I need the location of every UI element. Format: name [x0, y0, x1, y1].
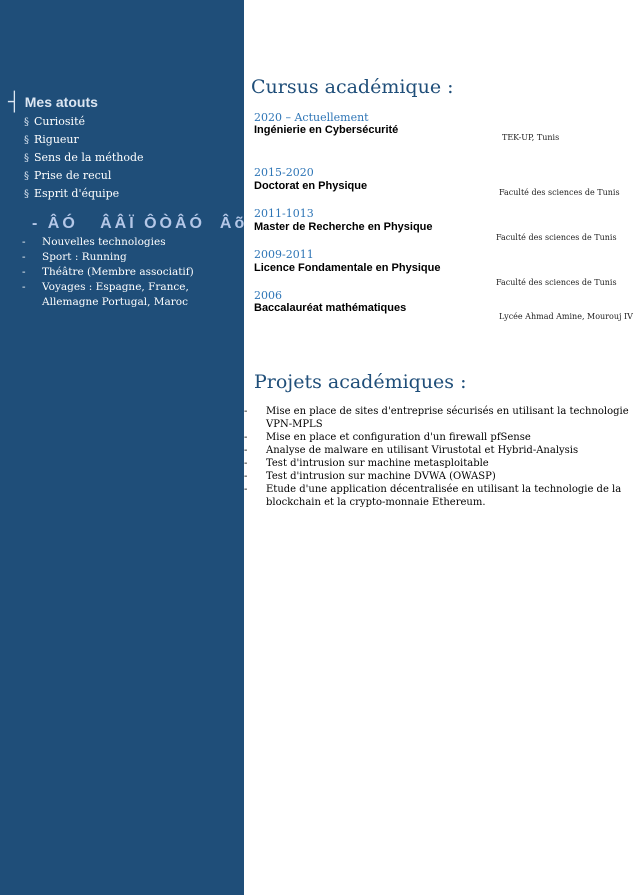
- entry-institution: Faculté des sciences de Tunis: [499, 188, 620, 197]
- list-item: [22, 250, 240, 265]
- list-item: [24, 149, 144, 167]
- atout-label: Sens de la méthode: [34, 151, 144, 164]
- list-item: [22, 265, 240, 280]
- entry-year: 2020 – Actuellement: [254, 111, 369, 124]
- atout-label: Curiosité: [34, 115, 85, 128]
- cursus-title: Cursus académique :: [251, 76, 454, 98]
- entry-year: 2009-2011: [254, 248, 314, 261]
- entry-degree: Baccalauréat mathématiques: [254, 302, 407, 314]
- entry-degree: Master de Recherche en Physique: [254, 221, 433, 233]
- bullet-icon: §: [24, 117, 29, 128]
- dash-bullet: -: [244, 471, 248, 482]
- list-item: [244, 431, 629, 444]
- atouts-title: Mes atouts: [24, 94, 98, 110]
- bullet-icon: §: [24, 171, 29, 182]
- list-item: [24, 185, 144, 203]
- dash-bullet: -: [22, 281, 26, 293]
- interest-label: Nouvelles technologies: [42, 236, 166, 248]
- list-item: [244, 483, 629, 509]
- interests-list: [22, 235, 240, 310]
- project-label: Analyse de malware en utilisant Virustotal et Hybrid-Analysis: [266, 445, 579, 456]
- projects-list: [244, 405, 629, 509]
- interest-label: Voyages : Espagne, France, Allemagne Portugal, Maroc: [42, 281, 189, 308]
- bullet-icon: §: [24, 189, 29, 200]
- dash-bullet: -: [244, 458, 248, 469]
- dash-bullet: -: [22, 236, 26, 248]
- list-item: [22, 235, 240, 250]
- atout-label: Esprit d'équipe: [34, 187, 120, 200]
- list-item: [24, 131, 144, 149]
- entry-year: 2015-2020: [254, 166, 314, 179]
- interests-heading: - ÂÓ ÂÂÏ ÔÒÂÓ Âõ: [32, 215, 248, 232]
- dash-bullet: -: [244, 445, 248, 456]
- list-item: [24, 167, 144, 185]
- project-label: Etude d'une application décentralisée en utilisant la technologie de la blockchain et la crypto-monnaie Ethereum.: [266, 484, 622, 508]
- project-label: Test d'intrusion sur machine metasploitable: [266, 458, 489, 469]
- bullet-icon: §: [24, 135, 29, 146]
- list-item: [244, 457, 629, 470]
- list-item: [244, 444, 629, 457]
- dash-bullet: -: [244, 484, 248, 495]
- atouts-list: [24, 113, 144, 203]
- atout-label: Prise de recul: [34, 169, 112, 182]
- bullet-icon: §: [24, 153, 29, 164]
- list-item: [22, 280, 240, 310]
- atouts-heading: [8, 91, 98, 112]
- entry-year: 2011-1013: [254, 207, 314, 220]
- list-item: [244, 405, 629, 431]
- dash-bullet: -: [244, 406, 248, 417]
- sidebar: [0, 0, 248, 895]
- entry-institution: TEK-UP, Tunis: [502, 133, 560, 142]
- dash-bullet: -: [22, 266, 26, 278]
- project-label: Mise en place et configuration d'un firewall pfSense: [266, 432, 531, 443]
- heading-marker-icon: ┤: [8, 91, 21, 111]
- list-item: [24, 113, 144, 131]
- interest-label: Sport : Running: [42, 251, 127, 263]
- dash-bullet: -: [22, 251, 26, 263]
- project-label: Test d'intrusion sur machine DVWA (OWASP): [266, 471, 496, 482]
- entry-institution: Faculté des sciences de Tunis: [496, 278, 617, 287]
- entry-degree: Licence Fondamentale en Physique: [254, 262, 441, 274]
- entry-institution: Faculté des sciences de Tunis: [496, 233, 617, 242]
- entry-year: 2006: [254, 289, 282, 302]
- dash-bullet: -: [244, 432, 248, 443]
- list-item: [244, 470, 629, 483]
- atout-label: Rigueur: [34, 133, 79, 146]
- entry-degree: Ingénierie en Cybersécurité: [254, 124, 399, 136]
- entry-degree: Doctorat en Physique: [254, 180, 368, 192]
- project-label: Mise en place de sites d'entreprise sécurisés en utilisant la technologie VPN-MPLS: [266, 406, 629, 430]
- interest-label: Théâtre (Membre associatif): [42, 266, 194, 278]
- projects-title: Projets académiques :: [254, 371, 467, 393]
- entry-institution: Lycée Ahmad Amine, Mourouj IV: [499, 312, 633, 321]
